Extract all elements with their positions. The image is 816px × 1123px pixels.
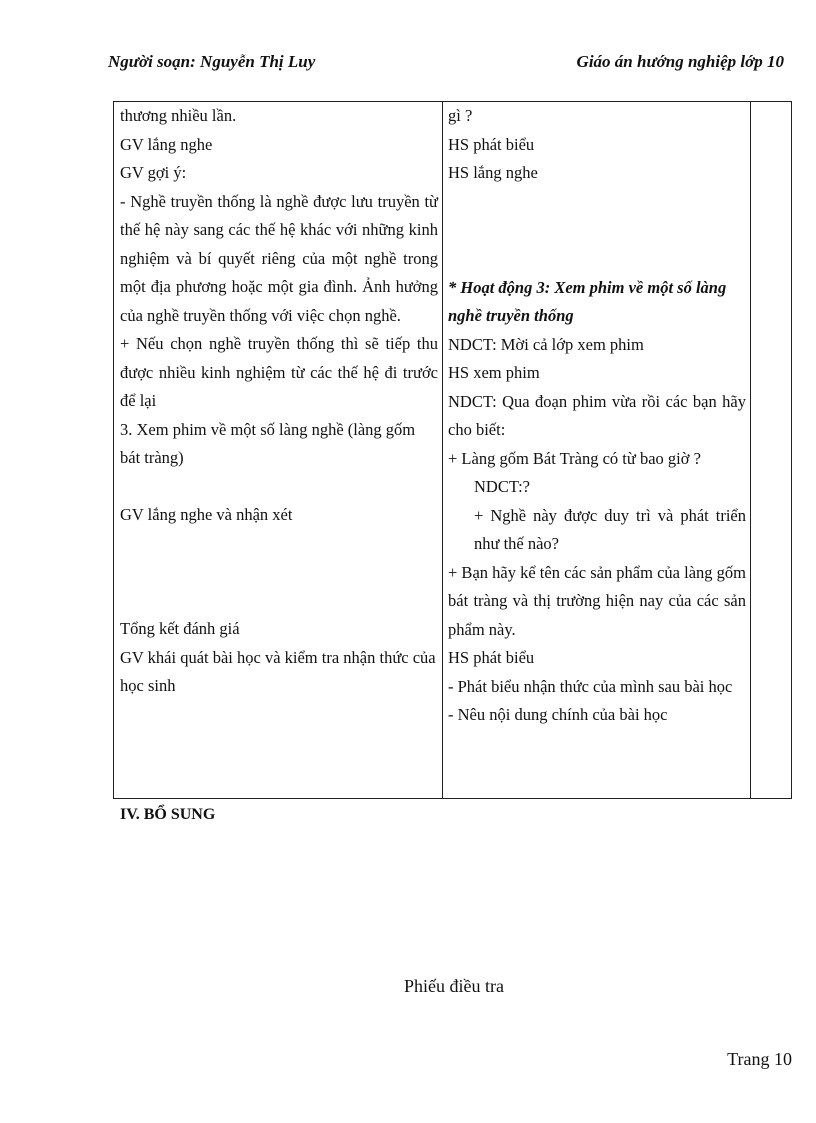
mid-paragraph: + Làng gốm Bát Tràng có từ bao giờ ? — [448, 448, 701, 468]
left-paragraph: + Nếu chọn nghề truyền thống thì sẽ tiếp thu được nhiều kinh nghiệm từ các thế hệ đi trước để lại — [120, 334, 438, 410]
column-divider — [442, 102, 443, 798]
mid-line: HS xem phim — [448, 363, 540, 382]
mid-paragraph: + Bạn hãy kể tên các sản phẩm của làng gốm bát tràng và thị trường hiện nay của các sản phẩm này. — [448, 562, 746, 639]
left-paragraph: GV khái quát bài học và kiểm tra nhận thức của học sinh — [120, 647, 436, 695]
mid-line: gì ? — [448, 106, 473, 125]
left-line: GV gợi ý: — [120, 163, 187, 182]
left-paragraph: 3. Xem phim về một số làng nghề (làng gốm bát tràng) — [120, 419, 416, 467]
mid-paragraph: NDCT: Qua đoạn phim vừa rồi các bạn hãy cho biết: — [448, 391, 746, 439]
left-line: GV lắng nghe — [120, 134, 213, 154]
mid-paragraph: + Nghề này được duy trì và phát triển như thế nào? — [474, 505, 746, 553]
mid-line: NDCT:? — [474, 477, 531, 496]
header-doc-title: Giáo án hướng nghiệp lớp 10 — [576, 52, 784, 71]
activity-heading: * Hoạt động 3: Xem phim về một số làng nghề truyền thống — [448, 277, 727, 325]
header-author: Người soạn: Nguyễn Thị Luy — [108, 52, 316, 71]
mid-line: - Nêu nội dung chính của bài học — [448, 705, 668, 724]
mid-line: NDCT: Mời cả lớp xem phim — [448, 334, 644, 354]
mid-paragraph: - Phát biểu nhận thức của mình sau bài học — [448, 676, 733, 696]
section-heading: IV. BỔ SUNG — [120, 806, 216, 823]
form-title: Phiếu điều tra — [404, 976, 504, 996]
mid-line: HS phát biểu — [448, 134, 535, 154]
teacher-activity-cell — [120, 102, 438, 701]
student-activity-cell — [448, 102, 746, 730]
column-divider — [750, 102, 751, 798]
mid-line: HS phát biểu — [448, 648, 535, 667]
summary-heading: Tổng kết đánh giá — [120, 619, 240, 638]
page-number: Trang 10 — [727, 1049, 792, 1069]
left-line: GV lắng nghe và nhận xét — [120, 504, 293, 524]
lesson-table — [113, 101, 792, 799]
left-paragraph: - Nghề truyền thống là nghề được lưu truyền từ thế hệ này sang các thế hệ khác với những kinh nghiệm và bí quyết riêng của một nghề trong một địa phương hoặc một gia đình. Ảnh hưởng của nghề truyền thống với việc chọn nghề. — [120, 191, 438, 325]
left-line: thương nhiều lần. — [120, 106, 237, 125]
mid-line: HS lắng nghe — [448, 163, 538, 182]
